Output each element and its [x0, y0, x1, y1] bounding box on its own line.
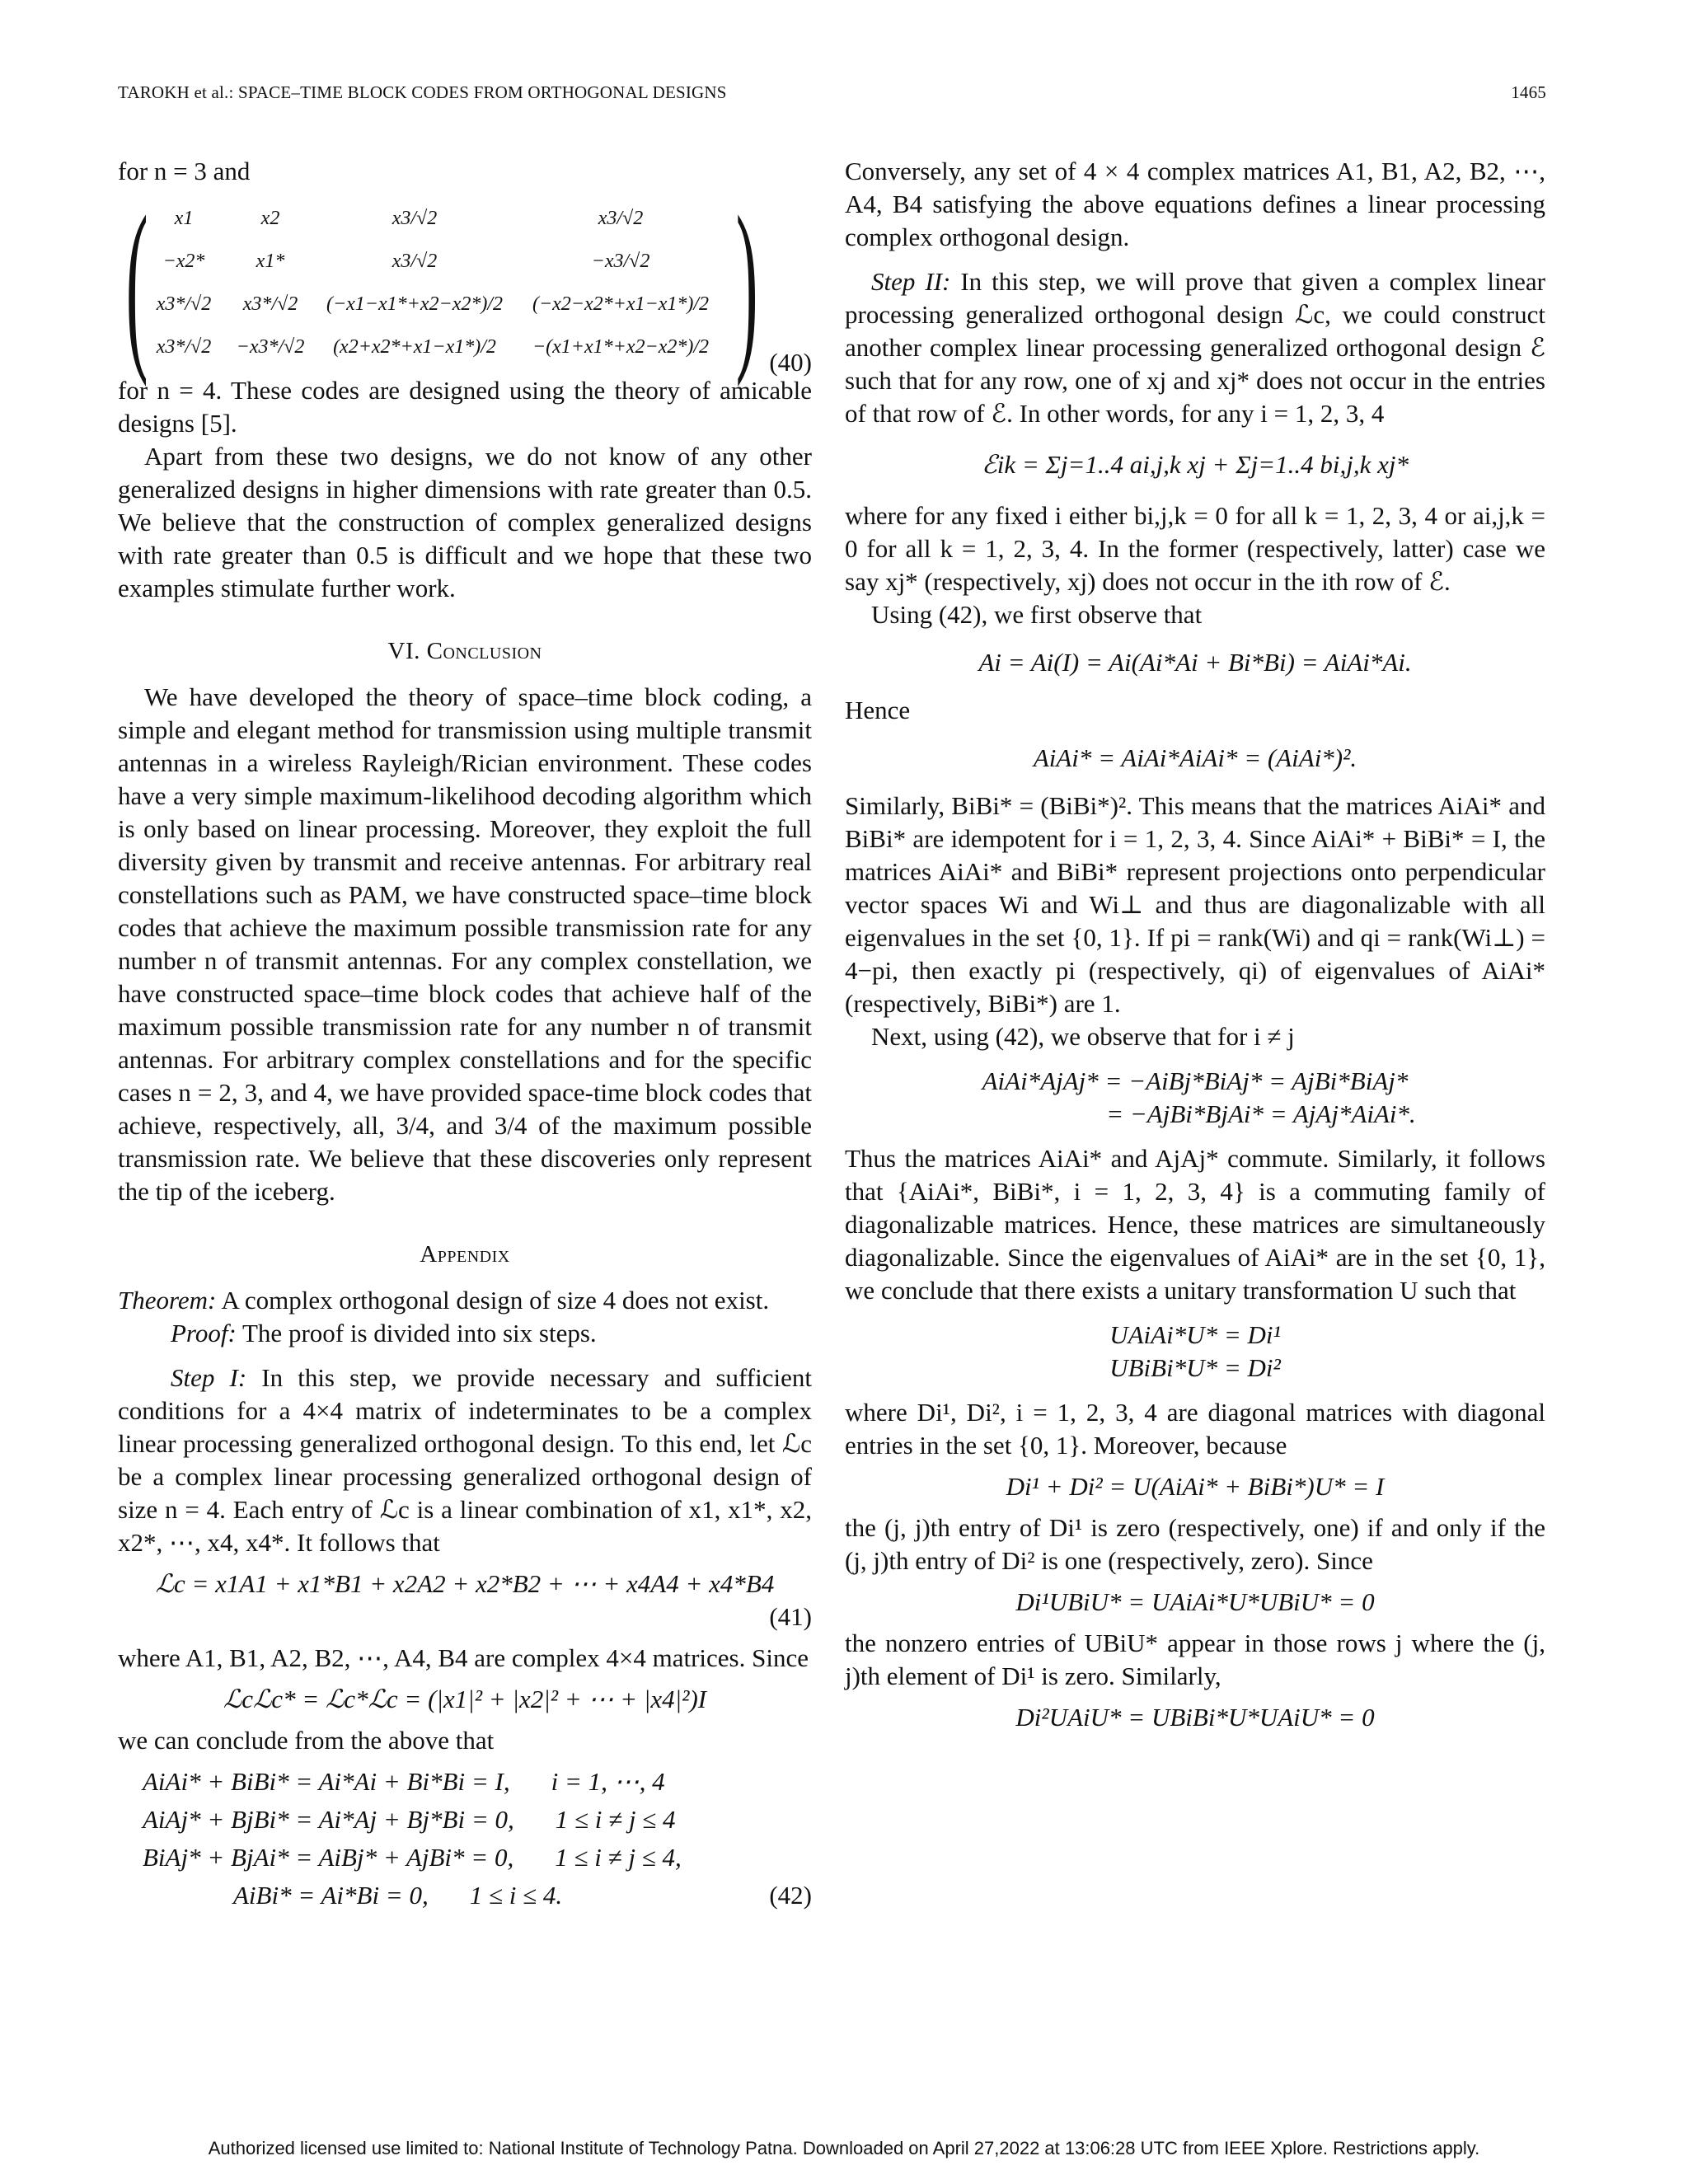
matrix-cell: x2	[260, 208, 280, 229]
matrix-cell: (−x2−x2*+x1−x1*)/2	[532, 293, 710, 315]
equation-number: (40)	[769, 348, 812, 377]
equation-lc: ℒcℒc* = ℒc*ℒc = (|x1|² + |x2|² + ⋯ + |x4|²)I	[223, 1685, 707, 1713]
matrix-cell: x3/√2	[392, 251, 438, 272]
proof: Proof: The proof is divided into six steps.	[171, 1319, 597, 1347]
paragraph: where for any fixed i either bi,j,k = 0 for all k = 1, 2, 3, 4 or ai,j,k = 0 for all k = 1, 2, 3, 4. In the former (respectively, latter) case we say xj* (respectively, xj) does not occur in the ith row of ℰ.	[845, 501, 1545, 596]
matrix-cell: x3*/√2	[156, 336, 212, 358]
step-2: Step II: In this step, we will prove that given a complex linear processing generalized orthogonal design ℒc, we could construct another complex linear processing generalized orthogonal design ℰ such that for any row, one of xj and xj* does not occur in the entries of that row of ℰ. In other words, for any i = 1, 2, 3, 4	[845, 267, 1545, 428]
paragraph: the (j, j)th entry of Di¹ is zero (respectively, one) if and only if the (j, j)th entry of Di² is one (respectively, zero). Since	[845, 1513, 1545, 1575]
equation-ai: Ai = Ai(I) = Ai(Ai*Ai + Bi*Bi) = AiAi*Ai.	[978, 648, 1412, 677]
equation-unitary: UAiAi*U* = Di¹ UBiBi*U* = Di²	[1109, 1320, 1281, 1382]
paragraph: for n = 4. These codes are designed using the theory of amicable designs [5].	[118, 376, 812, 438]
matrix-cell: −x2*	[162, 251, 205, 272]
matrix-intro: for n = 3 and	[118, 157, 251, 185]
paragraph: We have developed the theory of space–time block coding, a simple and elegant method for transmission using multiple transmit antennas in a wireless Rayleigh/Rician environment. These codes have a very simple maximum-likelihood decoding algorithm which is only based on linear processing. Moreover, they exploit the full diversity given by transmit and receive antennas. For arbitrary real constellations such as PAM, we have constructed space–time block codes that achieve the maximum possible transmission rate for any number n of transmit antennas. For any complex constellation, we have constructed space–time block codes that achieve half of the maximum possible transmission rate for any number n of transmit antennas. For arbitrary complex constellations and for the specific cases n = 2, 3, and 4, we have provided space-time block codes that achieve, respectively, all, 3/4, and 3/4 of the maximum possible transmission rate. We believe that these discoveries only represent the tip of the iceberg.	[118, 682, 812, 1206]
equation-d: Di¹ + Di² = U(AiAi* + BiBi*)U* = I	[1006, 1472, 1385, 1501]
matrix-cell: x1	[174, 208, 194, 229]
matrix-cell: (−x1−x1*+x2−x2*)/2	[326, 293, 504, 315]
right-column	[845, 155, 1545, 1742]
paragraph: Apart from these two designs, we do not know of any other generalized designs in higher dimensions with rate greater than 0.5. We believe that the construction of complex generalized designs with rate greater than 0.5 is difficult and we hope that these two examples stimulate further work.	[118, 442, 812, 602]
matrix-cell: x3*/√2	[242, 293, 298, 315]
paragraph: where Di¹, Di², i = 1, 2, 3, 4 are diagonal matrices with diagonal entries in the set {0, 1}. Moreover, because	[845, 1398, 1545, 1460]
matrix-cell: −(x1+x1*+x2−x2*)/2	[532, 336, 710, 358]
matrix-cell: x1*	[256, 251, 285, 272]
matrix-cell: −x3*/√2	[236, 336, 305, 358]
paragraph: Similarly, BiBi* = (BiBi*)². This means that the matrices AiAi* and BiBi* are idempotent for i = 1, 2, 3, 4. Since AiAi* + BiBi* = I, the matrices AiAi* and BiBi* represent projections onto perpendicular vector spaces Wi and Wi⊥ and thus are diagonalizable with all eigenvalues in the set {0, 1}. If pi = rank(Wi) and qi = rank(Wi⊥) = 4−pi, then exactly pi (respectively, qi) of eigenvalues of AiAi* (respectively, BiBi*) are 1.	[845, 791, 1545, 1018]
matrix-cell: (x2+x2*+x1−x1*)/2	[333, 336, 496, 358]
equation-e: ℰik = Σj=1..4 ai,j,k xj + Σj=1..4 bi,j,k xj*	[981, 450, 1409, 479]
paragraph: the nonzero entries of UBiU* appear in those rows j where the (j, j)th element of Di¹ is zero. Similarly,	[845, 1629, 1545, 1690]
matrix-grid	[143, 198, 728, 368]
right-paren: )	[735, 177, 758, 387]
paragraph: Conversely, any set of 4 × 4 complex matrices A1, B1, A2, B2, ⋯, A4, B4 satisfying the above equations defines a linear processing complex orthogonal design.	[845, 157, 1545, 251]
paragraph: Using (42), we first observe that	[871, 600, 1203, 629]
paragraph: we can conclude from the above that	[118, 1726, 495, 1755]
matrix-cell: x3*/√2	[156, 293, 212, 315]
matrix-cell: x3/√2	[392, 208, 438, 229]
matrix-cell: x3/√2	[598, 208, 644, 229]
section-heading-appendix: Appendix	[420, 1241, 510, 1268]
paragraph: Hence	[845, 696, 911, 724]
equation-number: (42)	[769, 1881, 812, 1910]
theorem: Theorem: A complex orthogonal design of size 4 does not exist.	[118, 1286, 770, 1315]
paragraph: where A1, B1, A2, B2, ⋯, A4, B4 are complex 4×4 matrices. Since	[118, 1643, 809, 1672]
page-number: 1465	[1511, 82, 1546, 102]
running-header	[118, 82, 1546, 103]
matrix-40	[118, 177, 812, 387]
license-footer: Authorized licensed use limited to: National Institute of Technology Patna. Downloaded on April 27,2022 at 13:06:28 UTC from IEEE Xplore. Restrictions apply.	[208, 2138, 1480, 2158]
equation-42: AiAi* + BiBi* = Ai*Ai + Bi*Bi = I, i = 1, ⋯, 4 AiAj* + BjBi* = Ai*Aj + Bj*Bi = 0, 1 ≤ i ≠ j ≤ 4 BiAj* + BjAi* = AiBj* + AjBi* = 0, 1 ≤ i ≠ j ≤ 4, AiBi* = Ai*Bi = 0, 1 ≤ i ≤ 4. (42)	[118, 1765, 812, 1912]
left-column	[118, 155, 812, 1920]
section-heading-conclusion: VI. Conclusion	[387, 638, 542, 664]
paragraph: Thus the matrices AiAi* and AjAj* commute. Similarly, it follows that {AiAi*, BiBi*, i = 1, 2, 3, 4} is a commuting family of diagonalizable matrices. Hence, these matrices are simultaneously diagonalizable. Since the eigenvalues of AiAi* are in the set {0, 1}, we conclude that there exists a unitary transformation U such that	[845, 1144, 1545, 1305]
equation-aai: AiAi* = AiAi*AiAi* = (AiAi*)².	[1033, 743, 1357, 772]
step-1: Step I: In this step, we provide necessary and sufficient conditions for a 4×4 matrix of indeterminates to be a complex linear processing generalized orthogonal design. To this end, let ℒc be a complex linear processing generalized orthogonal design of size n = 4. Each entry of ℒc is a linear combination of x1, x1*, x2, x2*, ⋯, x4, x4*. It follows that	[118, 1363, 812, 1557]
equation-dub: Di¹UBiU* = UAiAi*U*UBiU* = 0	[1015, 1587, 1375, 1616]
equation-41: ℒc = x1A1 + x1*B1 + x2A2 + x2*B2 + ⋯ + x4A4 + x4*B4 (41)	[155, 1569, 812, 1631]
equation-dua: Di²UAiU* = UBiBi*U*UAiU* = 0	[1015, 1703, 1375, 1732]
running-title: TAROKH et al.: SPACE–TIME BLOCK CODES FROM ORTHOGONAL DESIGNS	[118, 82, 727, 102]
left-paren: (	[125, 177, 148, 387]
equation-commute: AiAi*AjAj* = −AiBj*BiAj* = AjBi*BiAj* = −AjBi*BjAi* = AjAj*AiAi*.	[982, 1066, 1416, 1128]
matrix-cell: −x3/√2	[591, 251, 650, 272]
paragraph: Next, using (42), we observe that for i ≠ j	[871, 1022, 1295, 1051]
